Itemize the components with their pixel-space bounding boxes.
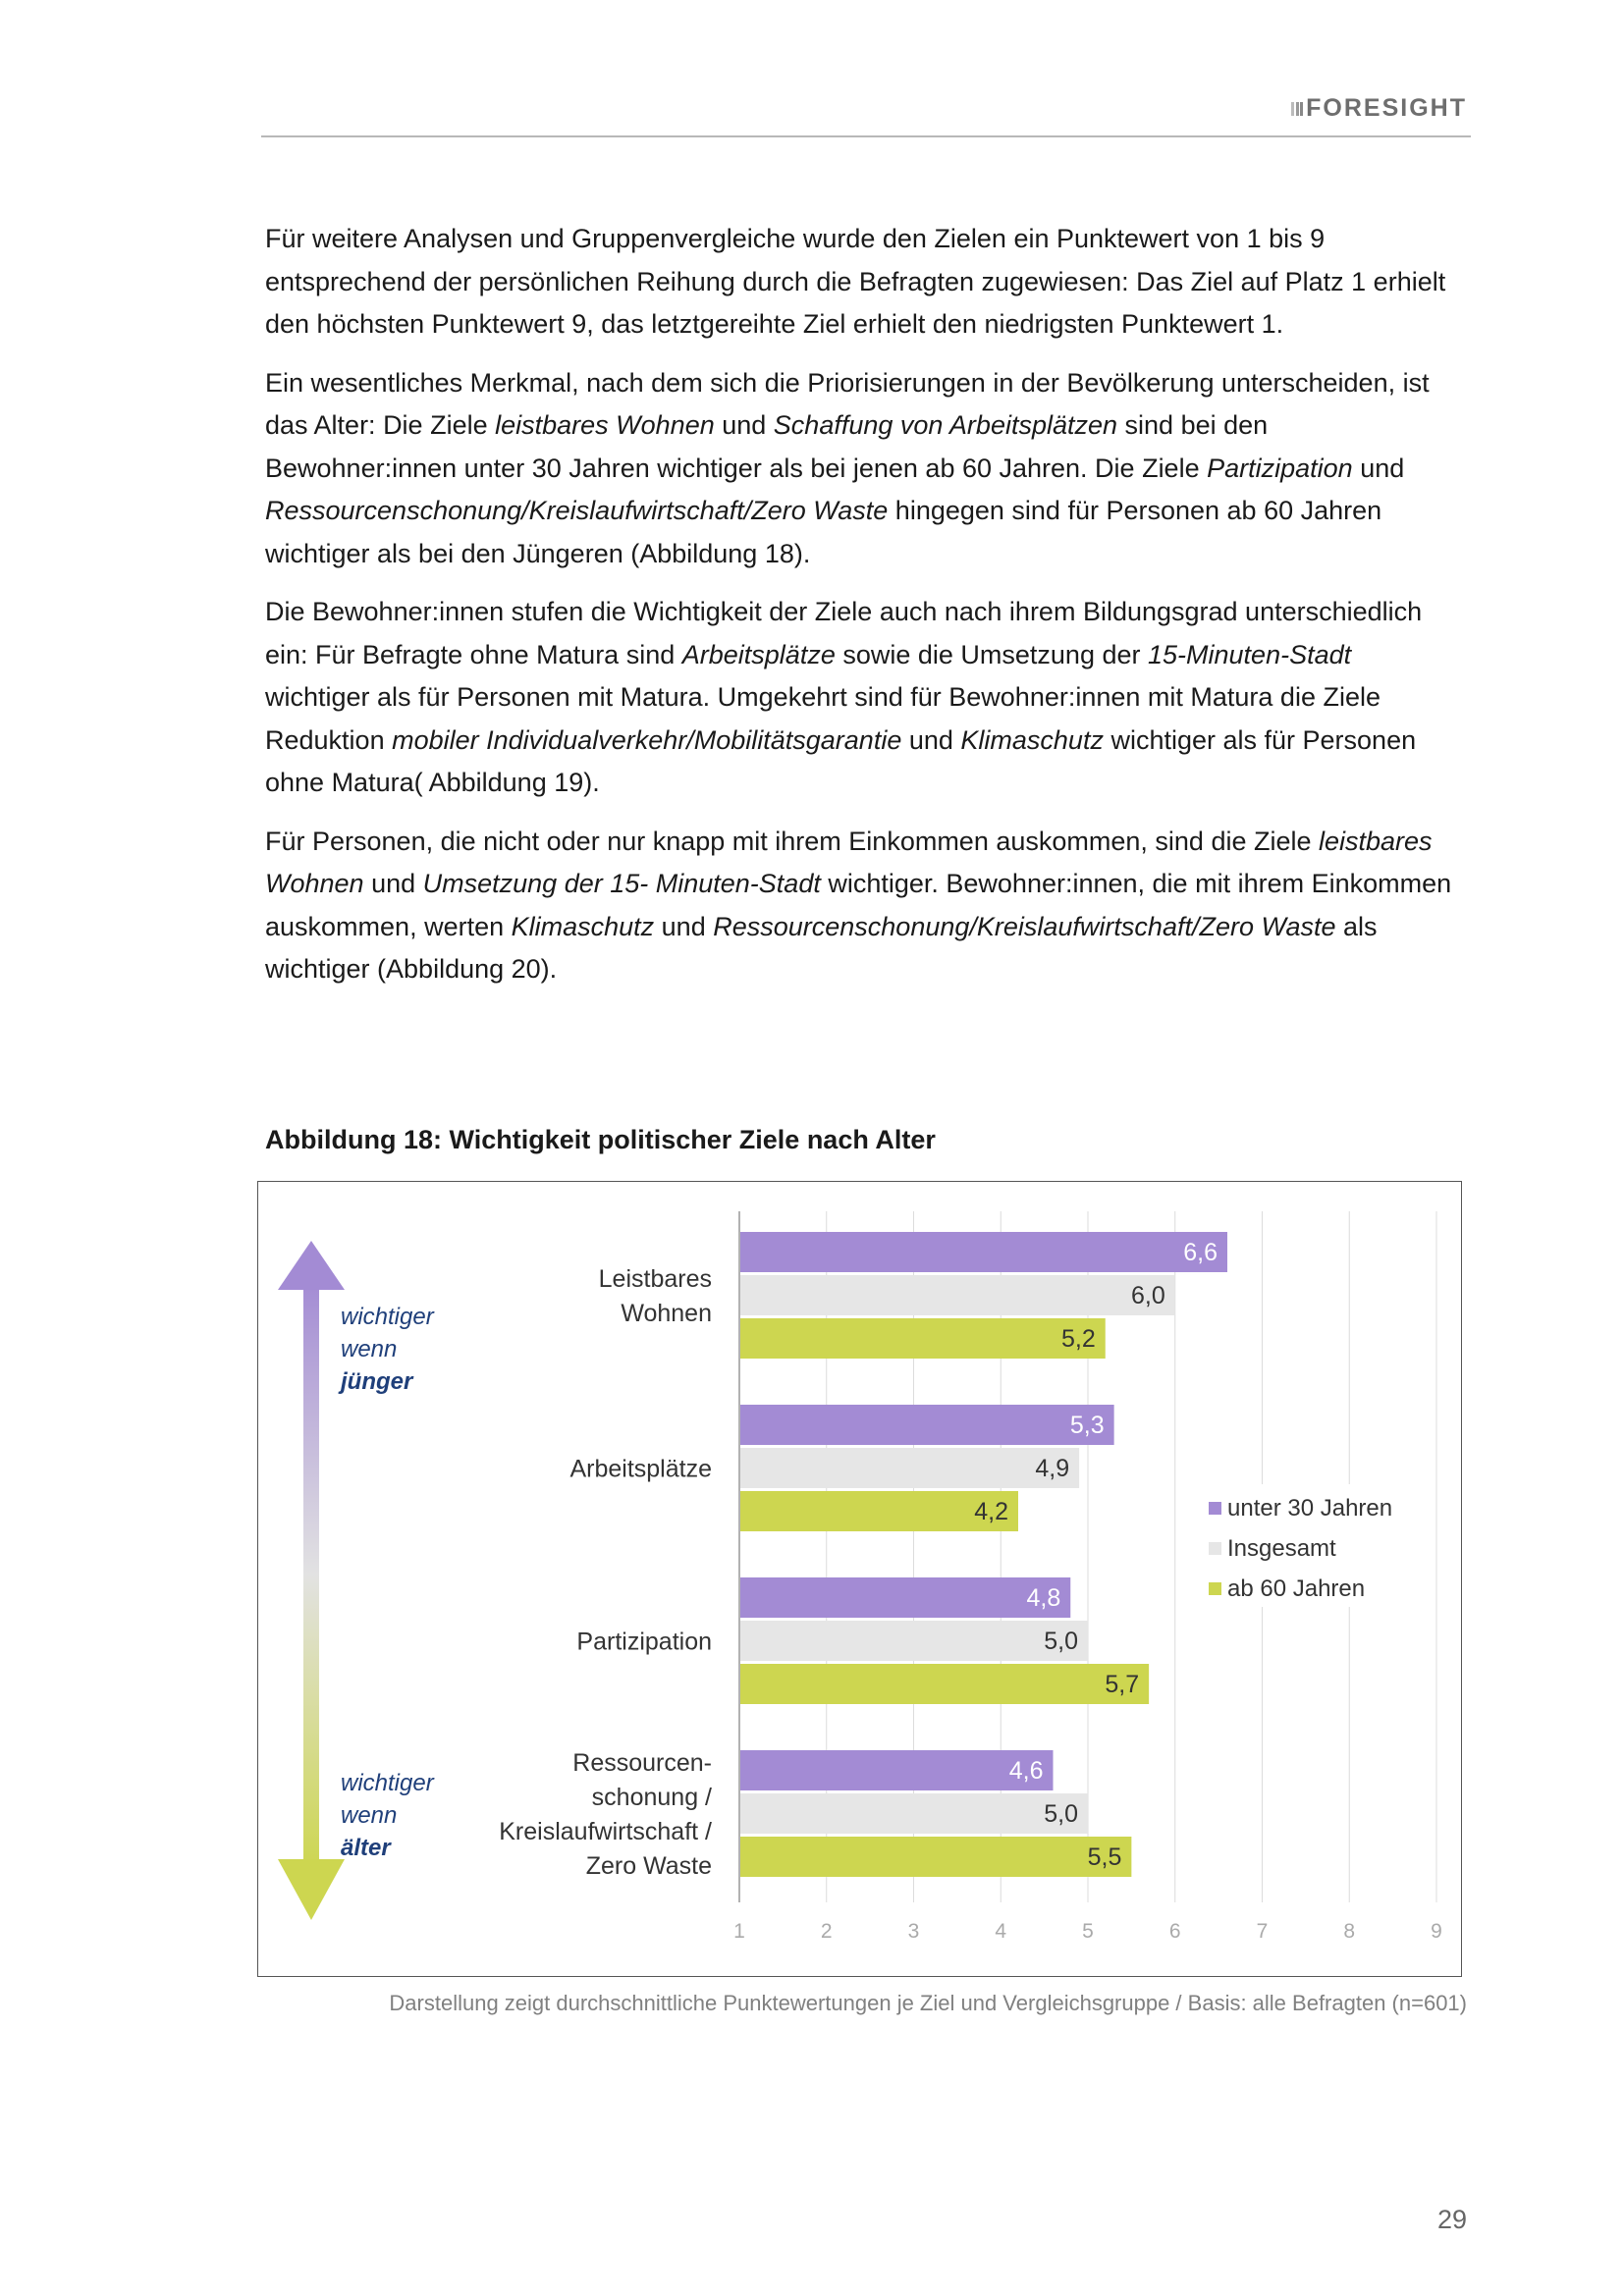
paragraph	[265, 218, 1455, 347]
bar-value-label: 4,8	[1026, 1584, 1061, 1612]
bar-value-label: 5,5	[1087, 1843, 1122, 1871]
bar-1	[740, 1448, 1079, 1488]
text-span: und	[714, 410, 774, 440]
arrow-down-icon	[278, 1859, 345, 1920]
emphasis-text: Umsetzung der 15- Minuten-Stadt	[422, 869, 821, 898]
paragraph	[265, 821, 1455, 991]
bar-value-label: 5,0	[1044, 1628, 1078, 1655]
header-rule	[261, 135, 1471, 137]
category-label: Zero Waste	[585, 1852, 712, 1880]
annotation-bottom: wichtiger	[341, 1770, 434, 1796]
page-number: 29	[1436, 2205, 1467, 2234]
emphasis-text: mobiler Individualverkehr/Mobilitätsgarantie	[392, 724, 902, 755]
logo-bars-icon	[1291, 102, 1303, 116]
x-tick-label: 5	[1082, 1920, 1094, 1943]
bar-2	[740, 1664, 1149, 1704]
figure-caption: Darstellung zeigt durchschnittliche Punktewertungen je Ziel und Vergleichsgruppe / Basis: alle Befragten (n=601)	[389, 1991, 1467, 2015]
x-tick-label: 2	[820, 1920, 833, 1943]
text-span: und	[654, 911, 714, 941]
bar-0	[740, 1750, 1054, 1790]
arrow-shaft	[303, 1280, 319, 1869]
emphasis-text: Ressourcenschonung/Kreislaufwirtschaft/Zero Waste	[713, 911, 1336, 941]
text-span: hingegen sind für Personen ab 60 Jahren wichtiger als bei den Jüngeren (Abbildung 18).	[265, 496, 1382, 568]
x-tick-label: 4	[995, 1920, 1007, 1943]
figure-title: Abbildung 18: Wichtigkeit politischer Ziele nach Alter	[265, 1125, 936, 1154]
bar-2	[740, 1837, 1131, 1877]
x-tick-label: 9	[1431, 1920, 1442, 1943]
arrow-up-icon	[278, 1241, 345, 1290]
bar-0	[740, 1232, 1227, 1272]
bar-1	[740, 1621, 1088, 1661]
text-span: Für weitere Analysen und Gruppenvergleiche wurde den Zielen ein Punktewert von 1 bis 9 entsprechend der persönlichen Reihung durch die Befragten zugewiesen: Das Ziel auf Platz 1 erhielt den höchsten Punktewert 9, das letztgereihte Ziel erhielt den niedrigsten Punktewert 1.	[265, 224, 1446, 339]
category-label: Ressourcen-	[572, 1749, 712, 1777]
bar-value-label: 4,2	[974, 1498, 1008, 1525]
legend-swatch	[1209, 1582, 1221, 1595]
category-label: Leistbares	[598, 1265, 712, 1293]
text-span: und	[1352, 453, 1405, 483]
text-span: und	[363, 869, 423, 898]
annotation-top: wichtiger	[341, 1304, 434, 1330]
x-tick-label: 3	[907, 1920, 920, 1943]
bar-value-label: 5,3	[1069, 1412, 1105, 1439]
x-tick-label: 8	[1343, 1920, 1356, 1943]
emphasis-text: leistbares Wohnen	[495, 410, 715, 440]
category-label: Wohnen	[621, 1300, 712, 1327]
text-span: Die Bewohner:innen stufen die Wichtigkeit der Ziele auch nach ihrem Bildungsgrad unterschiedlich ein: Für Befragte ohne Matura sind	[265, 597, 1423, 669]
bar-value-label: 5,7	[1105, 1671, 1140, 1698]
emphasis-text: Schaffung von Arbeitsplätzen	[773, 410, 1118, 440]
legend-swatch	[1209, 1542, 1221, 1555]
bar-0	[740, 1405, 1114, 1445]
category-label: Kreislaufwirtschaft /	[499, 1818, 712, 1845]
annotation-top: jünger	[341, 1368, 413, 1395]
bar-1	[740, 1275, 1175, 1315]
text-span: als wichtiger (Abbildung 20).	[265, 911, 1378, 984]
text-span: und	[901, 724, 961, 755]
bar-value-label: 4,9	[1035, 1455, 1070, 1482]
emphasis-text: Ressourcenschonung/Kreislaufwirtschaft/Zero Waste	[265, 496, 889, 525]
emphasis-text: Partizipation	[1207, 453, 1353, 483]
text-span: wichtiger als für Personen mit Matura. Umgekehrt sind für Bewohner:innen mit Matura die Ziele Reduktion	[265, 682, 1380, 755]
category-label: Arbeitsplätze	[569, 1455, 712, 1483]
emphasis-text: Klimaschutz	[511, 911, 655, 941]
bar-value-label: 4,6	[1008, 1757, 1044, 1785]
text-span: Ein wesentliches Merkmal, nach dem sich die Priorisierungen in der Bevölkerung unterscheiden, ist das Alter: Die Ziele	[265, 367, 1430, 440]
foresight-logo	[1291, 94, 1467, 123]
bar-1	[740, 1793, 1088, 1834]
bar-chart	[257, 1181, 1462, 1977]
bar-value-label: 6,6	[1183, 1239, 1218, 1266]
chart-svg	[258, 1182, 1463, 1978]
text-span: Für Personen, die nicht oder nur knapp mit ihrem Einkommen auskommen, sind die Ziele	[265, 826, 1319, 856]
emphasis-text: 15-Minuten-Stadt	[1148, 639, 1352, 669]
emphasis-text: leistbares Wohnen	[265, 826, 1433, 898]
text-span: sowie die Umsetzung der	[835, 639, 1148, 669]
legend-label: unter 30 Jahren	[1227, 1495, 1393, 1522]
emphasis-text: Arbeitsplätze	[681, 639, 836, 669]
text-span: wichtiger als für Personen ohne Matura( Abbildung 19).	[265, 724, 1417, 797]
annotation-top: wenn	[341, 1336, 398, 1362]
x-tick-label: 6	[1168, 1920, 1181, 1943]
legend-label: ab 60 Jahren	[1227, 1575, 1366, 1602]
bar-value-label: 5,2	[1060, 1325, 1096, 1353]
legend-swatch	[1209, 1502, 1221, 1515]
annotation-bottom: älter	[341, 1835, 391, 1861]
emphasis-text: Klimaschutz	[960, 724, 1104, 755]
bar-2	[740, 1318, 1106, 1359]
legend-label: Insgesamt	[1227, 1535, 1336, 1562]
annotation-bottom: wenn	[341, 1802, 398, 1829]
logo-text: FORESIGHT	[1306, 94, 1467, 122]
bar-value-label: 5,0	[1044, 1800, 1078, 1828]
text-span: sind bei den Bewohner:innen unter 30 Jahren wichtiger als bei jenen ab 60 Jahren. Die Ziele	[265, 410, 1269, 483]
body-text	[265, 218, 1455, 1007]
bar-0	[740, 1577, 1070, 1618]
bar-value-label: 6,0	[1130, 1282, 1165, 1309]
x-tick-label: 1	[733, 1920, 745, 1943]
category-label: schonung /	[591, 1784, 712, 1811]
paragraph	[265, 591, 1455, 805]
category-label: Partizipation	[576, 1628, 712, 1656]
text-span: wichtiger. Bewohner:innen, die mit ihrem Einkommen auskommen, werten	[265, 869, 1452, 941]
paragraph	[265, 362, 1455, 576]
x-tick-label: 7	[1256, 1920, 1269, 1943]
